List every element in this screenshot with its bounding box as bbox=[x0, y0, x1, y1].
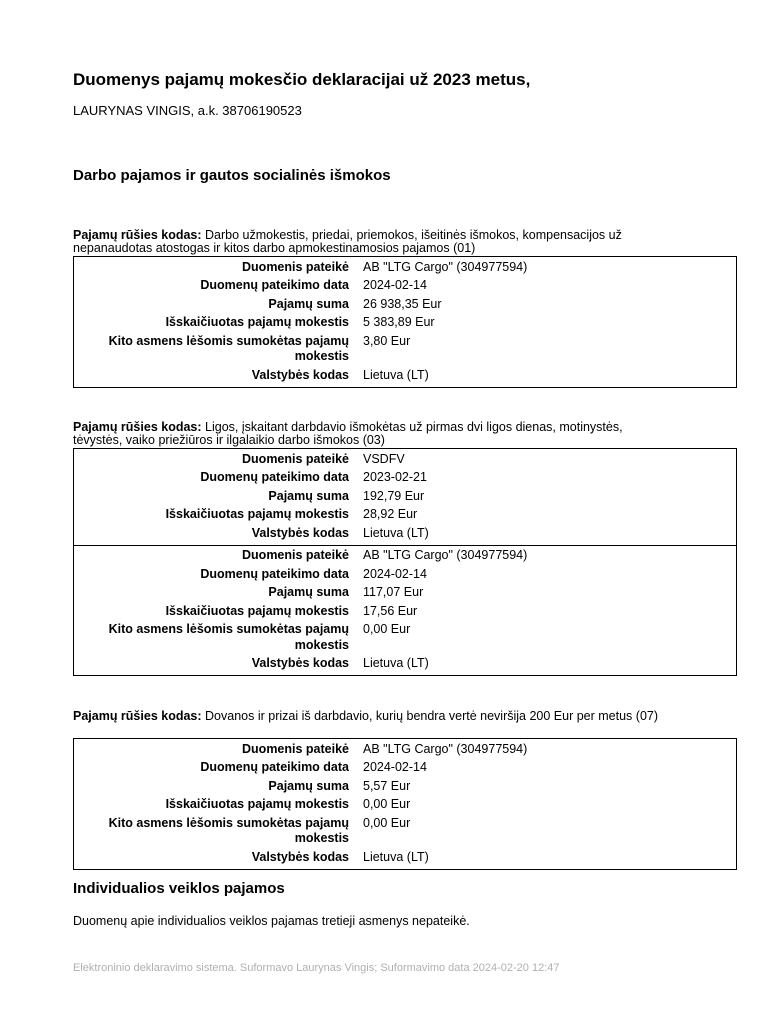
field-label: Valstybės kodas bbox=[251, 849, 349, 864]
field-label: Valstybės kodas bbox=[251, 525, 349, 540]
field-value: 192,79 Eur bbox=[363, 488, 425, 503]
field-value: 2024-02-14 bbox=[363, 278, 427, 292]
field-label: Išskaičiuotas pajamų mokestis bbox=[165, 315, 349, 329]
section-title-individual-activity: Individualios veiklos pajamos bbox=[73, 880, 285, 897]
page-footer: Elektroninio deklaravimo sistema. Suformavo Laurynas Vingis; Suformavimo data 2024-02-20 12:47 bbox=[73, 962, 560, 974]
record-row-date bbox=[74, 277, 736, 296]
field-value: 28,92 Eur bbox=[363, 507, 418, 521]
field-value: 5 383,89 Eur bbox=[363, 315, 435, 329]
income-type-description: Ligos, įskaitant darbdavio išmokėtas už pirmas dvi ligos dienas, motinystės, tėvystės, vaiko priežiūros ir ilgalaikio darbo išmokos (03) bbox=[73, 420, 623, 447]
field-value: 3,80 Eur bbox=[363, 333, 411, 348]
field-label: Duomenis pateikė bbox=[242, 741, 349, 756]
field-value: Lietuva (LT) bbox=[363, 849, 429, 864]
field-value: 0,00 Eur bbox=[363, 815, 411, 830]
record-row-provider bbox=[74, 547, 736, 566]
field-label: Kito asmens lėšomis sumokėtas pajamų mokestis bbox=[108, 622, 349, 652]
income-record bbox=[74, 449, 736, 545]
field-label: Išskaičiuotas pajamų mokestis bbox=[165, 603, 349, 618]
field-value: 2023-02-21 bbox=[363, 470, 427, 484]
income-type-heading bbox=[73, 421, 673, 447]
field-label: Duomenis pateikė bbox=[242, 259, 349, 274]
field-label: Valstybės kodas bbox=[251, 367, 349, 382]
record-row-income bbox=[74, 487, 736, 506]
field-label: Pajamų suma bbox=[268, 778, 349, 793]
income-record bbox=[74, 739, 736, 869]
record-row-country bbox=[74, 848, 736, 867]
income-record-table bbox=[73, 256, 737, 388]
record-row-income bbox=[74, 777, 736, 796]
field-value: AB "LTG Cargo" (304977594) bbox=[363, 741, 528, 756]
field-label: Išskaičiuotas pajamų mokestis bbox=[165, 507, 349, 521]
record-row-date bbox=[74, 469, 736, 488]
record-row-paid-by-other bbox=[74, 332, 736, 366]
field-value: 17,56 Eur bbox=[363, 603, 418, 618]
field-value: Lietuva (LT) bbox=[363, 367, 429, 382]
field-value: 0,00 Eur bbox=[363, 622, 411, 636]
record-row-date bbox=[74, 565, 736, 584]
income-record-table bbox=[73, 738, 737, 870]
individual-activity-note: Duomenų apie individualios veiklos pajamas tretieji asmenys nepateikė. bbox=[73, 914, 470, 928]
section-title-employment: Darbo pajamos ir gautos socialinės išmokos bbox=[73, 167, 391, 184]
record-row-income bbox=[74, 295, 736, 314]
field-value: AB "LTG Cargo" (304977594) bbox=[363, 259, 528, 274]
field-label: Pajamų suma bbox=[268, 585, 349, 599]
field-label: Duomenis pateikė bbox=[242, 548, 349, 562]
record-row-withheld-tax bbox=[74, 506, 736, 525]
record-row-provider bbox=[74, 258, 736, 277]
field-value: AB "LTG Cargo" (304977594) bbox=[363, 548, 528, 562]
field-label: Valstybės kodas bbox=[251, 656, 349, 670]
field-label: Pajamų suma bbox=[268, 488, 349, 503]
income-record bbox=[74, 545, 736, 676]
field-value: 2024-02-14 bbox=[363, 760, 427, 774]
field-label: Duomenų pateikimo data bbox=[200, 278, 349, 292]
record-row-provider bbox=[74, 740, 736, 759]
field-value: VSDFV bbox=[363, 451, 405, 466]
field-label: Išskaičiuotas pajamų mokestis bbox=[165, 797, 349, 811]
record-row-paid-by-other bbox=[74, 814, 736, 848]
record-row-country bbox=[74, 366, 736, 385]
income-type-heading bbox=[73, 229, 673, 255]
record-row-country bbox=[74, 655, 736, 674]
field-value: 0,00 Eur bbox=[363, 797, 411, 811]
field-value: 2024-02-14 bbox=[363, 566, 427, 581]
income-type-heading bbox=[73, 710, 673, 723]
field-label: Duomenų pateikimo data bbox=[200, 760, 349, 774]
field-label: Pajamų suma bbox=[268, 296, 349, 311]
record-row-country bbox=[74, 524, 736, 543]
field-value: 26 938,35 Eur bbox=[363, 296, 442, 311]
taxpayer-info: LAURYNAS VINGIS, a.k. 38706190523 bbox=[73, 103, 302, 118]
record-row-date bbox=[74, 759, 736, 778]
field-label: Kito asmens lėšomis sumokėtas pajamų mokestis bbox=[108, 333, 349, 363]
field-value: Lietuva (LT) bbox=[363, 525, 429, 540]
field-value: 117,07 Eur bbox=[363, 585, 424, 599]
income-type-description: Darbo užmokestis, priedai, priemokos, išeitinės išmokos, kompensacijos už nepanaudotas atostogas ir kitos darbo apmokestinamosios pajamos (01) bbox=[73, 228, 622, 255]
record-row-withheld-tax bbox=[74, 314, 736, 333]
field-value: 5,57 Eur bbox=[363, 778, 411, 793]
record-row-income bbox=[74, 584, 736, 603]
record-row-withheld-tax bbox=[74, 602, 736, 621]
record-row-withheld-tax bbox=[74, 796, 736, 815]
income-type-label: Pajamų rūšies kodas: bbox=[73, 709, 202, 723]
field-value: Lietuva (LT) bbox=[363, 656, 429, 670]
income-type-label: Pajamų rūšies kodas: bbox=[73, 228, 202, 242]
document-title: Duomenys pajamų mokesčio deklaracijai už 2023 metus, bbox=[73, 70, 531, 89]
income-type-label: Pajamų rūšies kodas: bbox=[73, 420, 202, 434]
income-type-description: Dovanos ir prizai iš darbdavio, kurių bendra vertė neviršija 200 Eur per metus (07) bbox=[205, 709, 659, 723]
income-record-table bbox=[73, 448, 737, 676]
record-row-paid-by-other bbox=[74, 621, 736, 655]
record-row-provider bbox=[74, 450, 736, 469]
field-label: Kito asmens lėšomis sumokėtas pajamų mokestis bbox=[108, 815, 349, 845]
field-label: Duomenis pateikė bbox=[242, 451, 349, 466]
field-label: Duomenų pateikimo data bbox=[200, 566, 349, 581]
income-record bbox=[74, 257, 736, 387]
field-label: Duomenų pateikimo data bbox=[200, 470, 349, 484]
